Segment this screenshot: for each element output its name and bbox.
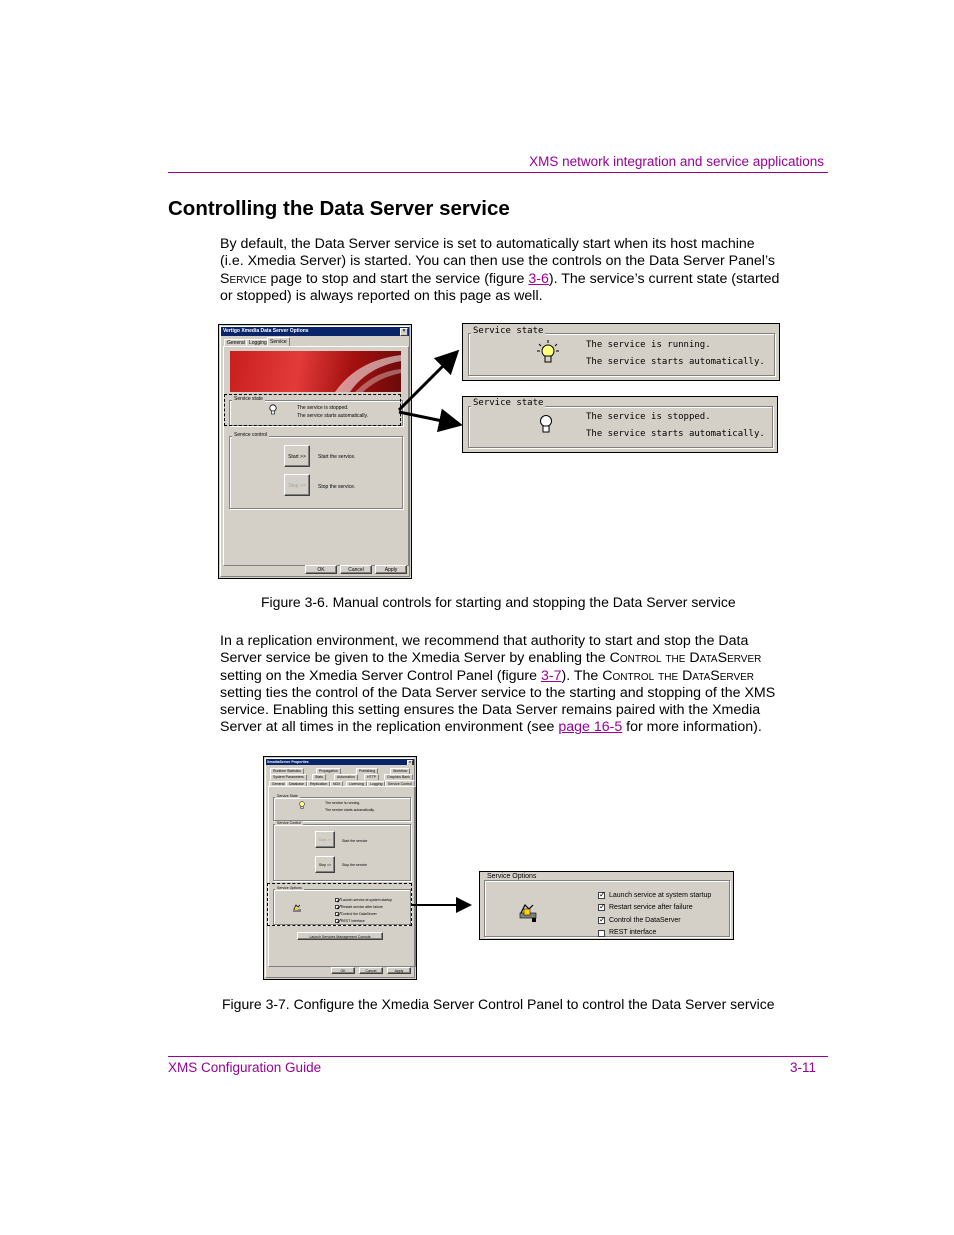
service-options-label: Service Options: [277, 886, 302, 890]
callout-stopped-line1: The service is stopped.: [586, 412, 711, 422]
callout-stopped-line2: The service starts automatically.: [586, 429, 765, 439]
data-server-options-dialog: [218, 324, 412, 579]
dialog-titlebar: [221, 327, 409, 336]
tab-publishing[interactable]: Publishing: [356, 768, 378, 774]
callout-arrow-options: [410, 896, 476, 914]
text: ). The: [561, 667, 599, 684]
paragraph-replication: [220, 633, 780, 737]
highlight-service-state: [224, 394, 401, 426]
service-control-group: [229, 436, 403, 509]
close-icon[interactable]: ×: [408, 760, 412, 764]
ui-term-control-dataserver: Control the DataServer: [602, 667, 755, 684]
tab-system-parameters[interactable]: System Parameters: [270, 774, 307, 780]
text: setting on the Xmedia Server Control Panel (figure: [220, 667, 538, 684]
service-control-label: Service Control: [277, 821, 301, 825]
callout-stopped-label: Service state: [473, 398, 544, 408]
figure-3-6-caption: Figure 3-6. Manual controls for starting and stopping the Data Server service: [261, 594, 736, 610]
callout-opt-rest-interface-checkbox[interactable]: [598, 930, 605, 937]
launch-services-console-button[interactable]: Launch Services Management Console: [297, 932, 383, 940]
text: page to stop and start the service (figure: [270, 270, 525, 287]
section-heading: Controlling the Data Server service: [168, 197, 510, 220]
banner-image: [230, 351, 401, 392]
stop-description: Stop the service.: [318, 484, 356, 490]
callout-options-label: Service Options: [487, 873, 537, 880]
tab-general[interactable]: General: [269, 781, 287, 787]
start-description: Start the service: [342, 839, 368, 843]
callout-opt-restart-failure-label: Restart service after failure: [609, 904, 693, 911]
dialog-titlebar: [266, 759, 414, 765]
callout-running-line1: The service is running.: [586, 340, 711, 350]
callout-opt-control-dataserver-label: Control the DataServer: [609, 917, 681, 924]
figure-3-7-caption: Figure 3-7. Configure the Xmedia Server Control Panel to control the Data Server service: [222, 996, 775, 1012]
tab-replication[interactable]: Replication: [307, 781, 330, 787]
tab-ndx[interactable]: NDX: [330, 781, 343, 787]
callout-arrows: [395, 340, 470, 435]
highlight-service-options: [267, 883, 412, 926]
callout-opt-launch-startup-checkbox[interactable]: [598, 892, 605, 899]
tabs-row-2: [268, 774, 414, 779]
banner-swoosh: [230, 351, 401, 392]
footer-guide-title: XMS Configuration Guide: [168, 1060, 322, 1075]
callout-opt-rest-interface-label: REST interface: [609, 929, 657, 936]
service-options-icon: [518, 903, 540, 925]
callout-service-stopped: [462, 396, 778, 453]
callout-service-options: [479, 871, 734, 940]
dialog-title: XmediaServer Properties: [267, 760, 309, 764]
footer-rule: [168, 1056, 828, 1057]
bulb-on-icon: [537, 340, 559, 369]
bulb-on-icon: [299, 801, 305, 811]
state-line-2: The service starts automatically.: [325, 808, 375, 812]
header-rule: [168, 172, 828, 173]
callout-opt-launch-startup-label: Launch service at system startup: [609, 892, 712, 899]
apply-button[interactable]: Apply: [375, 565, 407, 574]
tab-logging[interactable]: Logging: [367, 781, 385, 787]
callout-opt-control-dataserver-checkbox[interactable]: [598, 917, 605, 924]
xmediaserver-properties-dialog: [263, 756, 417, 980]
tab-service-control[interactable]: Service Control: [385, 780, 415, 787]
arrow-to-running: [399, 354, 455, 410]
page-link-16-5[interactable]: page 16-5: [558, 719, 623, 736]
text: ). The service’s current state (started or stopped) is always reported on this page as well.: [220, 270, 780, 304]
service-state-label: Service state: [234, 396, 263, 402]
arrow-to-stopped: [399, 412, 457, 424]
callout-service-running: [462, 323, 780, 381]
opt-control-dataserver-label: Control the DataServer: [341, 912, 377, 916]
tab-stats[interactable]: Stats: [312, 774, 326, 780]
stop-button[interactable]: Stop >>: [315, 856, 335, 873]
service-control-group: [273, 824, 411, 881]
callout-opt-restart-failure-checkbox[interactable]: [598, 904, 605, 911]
text: setting ties the control of the Data Server service to the starting and stopping of the XMS service. Enabling this setting ensures the Data Server remains paired with the Xmedia Server at all times in the replication environment (see: [220, 684, 776, 736]
state-line-2: The service starts automatically.: [297, 413, 369, 419]
text: In a replication environment, we recommend that authority to start and stop the Data Server service be given to the Xmedia Server by enabling the: [220, 633, 749, 667]
tab-general[interactable]: General: [224, 339, 248, 347]
callout-running-line2: The service starts automatically.: [586, 357, 765, 367]
cancel-button[interactable]: Cancel: [340, 565, 372, 574]
tab-graphics-bank[interactable]: Graphics Bank: [384, 774, 413, 780]
tab-licensing[interactable]: Licensing: [346, 781, 367, 787]
close-icon[interactable]: ×: [400, 328, 408, 336]
footer-page-number: 3-11: [789, 1060, 816, 1075]
text: By default, the Data Server service is set to automatically start when its host machine (i.e. Xmedia Server) is started. You can then use the controls on the Data Server Panel’s: [220, 236, 775, 270]
callout-running-label: Service state: [473, 326, 544, 336]
ok-button[interactable]: OK: [305, 565, 337, 574]
cancel-button[interactable]: Cancel: [359, 967, 383, 974]
dialog-title: Vertigo Xmedia Data Server Options: [223, 328, 309, 334]
opt-launch-startup-label: Launch service at system startup: [341, 898, 393, 902]
tab-runtime-statistics[interactable]: Runtime Statistics: [270, 768, 304, 774]
text: for more information).: [626, 719, 762, 736]
tab-logging[interactable]: Logging: [246, 339, 270, 347]
running-header: XMS network integration and service applications: [529, 154, 824, 169]
state-line-1: The service is stopped.: [297, 405, 349, 411]
apply-button[interactable]: Apply: [387, 967, 411, 974]
service-state-label: Service State: [277, 794, 298, 798]
start-button[interactable]: Start >>: [315, 831, 335, 848]
figure-link-3-6[interactable]: 3-6: [528, 270, 549, 287]
start-button[interactable]: Start >>: [284, 445, 310, 467]
tab-automation[interactable]: Automation: [334, 774, 358, 780]
ui-term-control-dataserver: Control the DataServer: [609, 650, 762, 667]
start-description: Start the service.: [318, 454, 356, 460]
tab-workflow[interactable]: Workflow: [390, 768, 410, 774]
opt-rest-interface-label: REST interface: [341, 919, 365, 923]
ui-term-service: Service: [220, 270, 267, 287]
tab-propagation[interactable]: Propagation: [316, 768, 341, 774]
tabs-row-1: [268, 768, 414, 773]
service-control-label: Service control: [234, 432, 268, 438]
stop-description: Stop the service: [342, 863, 368, 867]
ok-button[interactable]: OK: [331, 967, 355, 974]
bulb-off-icon: [539, 414, 553, 439]
paragraph-intro: [220, 236, 780, 305]
opt-restart-failure-label: Restart service after failure: [341, 905, 383, 909]
tab-http[interactable]: HTTP: [364, 774, 379, 780]
figure-link-3-7[interactable]: 3-7: [540, 667, 562, 684]
tab-service[interactable]: Service: [267, 337, 290, 347]
tab-database[interactable]: Database: [286, 781, 307, 787]
stop-button[interactable]: Stop >>: [284, 474, 310, 496]
state-line-1: The service is running.: [325, 801, 361, 805]
